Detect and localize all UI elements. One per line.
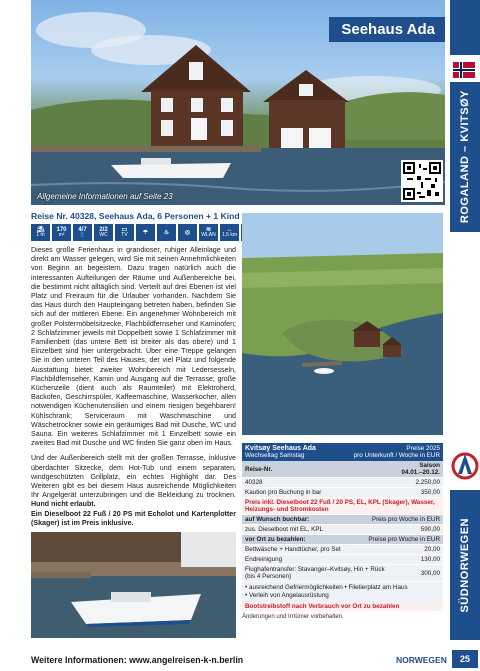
beach-icon: ⛱ 1 m: [31, 224, 50, 241]
description-paragraph-2: Und der Außenbereich stellt mit der großen Terrasse, inklusive überdachter Sitzecke, dem Hot-Tub und einem separaten, windgeschützten Grillplatz, ein echtes Highlight dar. Des Weiteren gibt es bei diesem Haus ausreichende Möglichkeiten Ihr Angelgerät unterzubringen und die Bekleidung zu trocknen. Hund nicht erlaubt. Ein Dieselboot 22 Fuß / 20 PS mit Echolot und Kartenplotter (Skager) ist im Preis inklusive.: [31, 454, 236, 527]
table-row: Endreinigung 130,00: [242, 555, 443, 565]
footer-country: NORWEGEN: [396, 655, 447, 665]
changeover-day: Wechseltag Samstag: [245, 452, 305, 459]
bookable-section-header: auf Wunsch buchbar: Preis pro Woche in EUR: [242, 515, 443, 525]
company-logo-icon: [450, 444, 480, 488]
fuel-note: Bootstreibstoff nach Verbrauch vor Ort zu bezahlen: [242, 602, 443, 612]
area-icon: 170 m²: [52, 224, 71, 241]
trip-title: Reise Nr. 40328, Seehaus Ada, 6 Personen + 1 Kind: [31, 211, 240, 221]
included-note: Preis inkl. Dieselboot 22 Fuß / 20 PS, EL, KPL (Skager), Wasser, Heizungs- und Stromkosten: [242, 498, 443, 515]
region-label: ROGALAND – KVITSØY: [459, 90, 471, 224]
list-item: • Verleih von Angelausrüstung: [245, 592, 329, 599]
flag-tv-icon: ▭ TV: [115, 224, 134, 241]
dog-policy: Hund nicht erlaubt.: [31, 500, 96, 509]
norway-flag-icon: [452, 62, 476, 78]
description: [31, 246, 236, 534]
table-title: Kvitsøy Seehaus Ada: [245, 445, 316, 452]
footer-website[interactable]: Weitere Informationen: www.angelreisen-k-n.berlin: [31, 655, 244, 665]
country-label: SÜDNORWEGEN: [459, 517, 471, 613]
description-paragraph-1: Dieses große Ferienhaus in grandioser, ruhiger Alleinlage und direkt am Wasser gelegen, wird Sie mit seinen Annehmlichkeiten von Beginn an begeistern. Dazu tragen natürlich auch die interessanten Aufteilungen der Räume und Außenbereiche bei, die bestimmt nicht alltäglich sind. Verteilt auf drei Ebenen ist viel Platz und Freiraum für die Urlauber vorhanden. Nachdem Sie das Haus durch den Haupteingang betreten haben, befinden Sie sich auf der mittleren Ebene. Ein angenehmer Wohnbereich mit großer Polstermöbelsitzecke, Flachbildfernseher und Kaminofen; 2 Schlafzimmer jeweils mit Doppelbett sowie 1 Schlafzimmer mit Familienbett (das untere Bett ist breiter als das obere) und 1 Einzelbett sind hier untergebracht. Über eine Treppe gelangen Sie in den unteren Teil des Hauses, der viel Platz und folgende Ausstattung bietet: zweiter Wohnbereich mit Ledersesseln, Flachbildfernseher, Kamin und Ausgang auf die Terrasse; große Küchenzeile (dient auch als Raumteiler) mit Elektroherd, Backofen, Geschirrspüler, Kaffeemaschine, Wasserkocher, allen notwendigen Küchenutensilien und einem riesigen begehbaren! Kühlschrank; Serviceraum mit Waschmaschine und Wäschetrockner sowie ein geräumiges Bad mit Dusche, WC und Sauna. Ein weiteres Schlafzimmer mit 1 Einzelbett sowie ein zweites Bad mit Dusche und WC finden Sie ganz oben im Haus.: [31, 246, 236, 448]
qr-code[interactable]: [401, 160, 443, 202]
hero-caption: Allgemeine Informationen auf Seite 23: [37, 192, 173, 201]
footnote: Änderungen und Irrtümer vorbehalten.: [242, 614, 344, 620]
boat-included: Ein Dieselboot 22 Fuß / 20 PS mit Echolot und Kartenplotter (Skager) ist im Preis inklusive.: [31, 509, 236, 527]
hero-photo: [31, 0, 445, 205]
column-header-row: Reise-Nr. Saison 04.01.–20.12.: [242, 461, 443, 478]
aerial-landscape-illustration: [242, 213, 443, 435]
table-row: 40328 2.250,00: [242, 478, 443, 488]
wifi-icon: ≋ WLAN: [199, 224, 218, 241]
table-row: Flughafentransfer: Stavanger–Kvitsøy, Hin + Rück (bis 4 Personen) 300,00: [242, 565, 443, 582]
table-row: zus. Dieselboot mit EL, KPL 590,00: [242, 525, 443, 535]
aerial-photo: [242, 213, 443, 435]
qr-code-icon: [403, 162, 441, 200]
page-number: 25: [452, 650, 478, 668]
table-row: Kaution pro Buchung in bar 350,00: [242, 488, 443, 498]
persons-icon: 4/7 👤: [73, 224, 92, 241]
boat-photo: [31, 532, 236, 638]
table-row: Bettwäsche + Handtücher, pro Set 20,00: [242, 545, 443, 555]
extras-list: [242, 582, 443, 602]
price-year: Preise 2025: [406, 445, 440, 452]
shower-icon: ☂: [136, 224, 155, 241]
list-item: • ausreichend Gefriermöglichkeiten • Filetierplatz am Haus: [245, 584, 408, 591]
price-unit: pro Unterkunft / Woche in EUR: [353, 452, 440, 459]
side-country-tab: [450, 490, 480, 640]
sauna-icon: ♨: [157, 224, 176, 241]
price-table: [242, 443, 443, 620]
price-table-header: [242, 443, 443, 461]
side-tab-top: [450, 0, 480, 55]
onsite-section-header: vor Ort zu bezahlen: Preise pro Woche in EUR: [242, 535, 443, 545]
boat-illustration: [31, 532, 236, 638]
amenity-icons: [31, 224, 260, 241]
house-title: Seehaus Ada: [329, 17, 445, 42]
wc-icon: 2/2 WC: [94, 224, 113, 241]
side-region-tab: [450, 82, 480, 232]
washer-icon: ◎: [178, 224, 197, 241]
distance-icon: ↔ 1,5 km: [220, 224, 239, 241]
